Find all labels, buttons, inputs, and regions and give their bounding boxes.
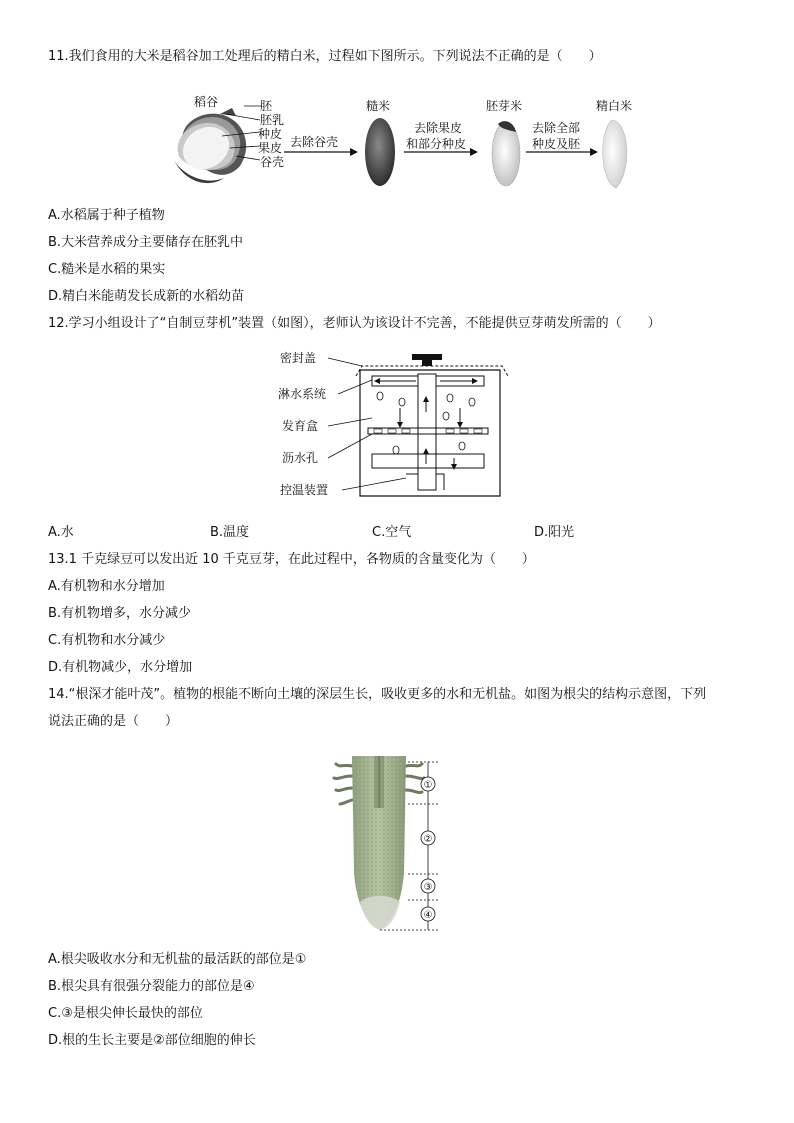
label-zone-2: ②: [423, 834, 433, 845]
label-step3-line2: 种皮及胚: [532, 137, 581, 151]
label-zone-1: ①: [423, 780, 433, 791]
q14-option-c: C.③是根尖伸长最快的部位: [48, 1006, 203, 1021]
label-step3-line1: 去除全部: [532, 121, 581, 135]
rice-processing-figure: [160, 92, 650, 196]
q12-option-a: A.水: [48, 525, 74, 540]
label-seed-coat: 种皮: [258, 127, 283, 141]
brown-rice-grain: [365, 118, 395, 186]
label-white-rice: 精白米: [596, 99, 633, 113]
white-rice-grain: [603, 120, 627, 188]
q14-stem-line1: 14.“根深才能叶茂”。植物的根能不断向土壤的深层生长，吸收更多的水和无机盐。如图为根尖的结构示意图，下列: [48, 687, 707, 702]
q14-stem-line2: 说法正确的是（ ）: [48, 714, 179, 729]
q11-stem: 11.我们食用的大米是稻谷加工处理后的精白米，过程如下图所示。下列说法不正确的是（ ）: [48, 49, 602, 64]
label-husk: 谷壳: [260, 155, 285, 169]
root-tip-figure: [330, 752, 450, 936]
q13-option-c: C.有机物和水分减少: [48, 633, 166, 648]
q12-option-d: D.阳光: [534, 525, 575, 540]
q13-option-a: A.有机物和水分增加: [48, 579, 165, 594]
q11-option-c: C.糙米是水稻的果实: [48, 262, 166, 277]
label-drain-holes: 沥水孔: [282, 451, 319, 465]
q11-option-b: B.大米营养成分主要储存在胚乳中: [48, 235, 244, 250]
q13-option-b: B.有机物增多，水分减少: [48, 606, 192, 621]
label-step2-line2: 和部分种皮: [406, 137, 467, 151]
label-rice-grain: 稻谷: [194, 95, 219, 109]
label-brown-rice: 糙米: [366, 99, 391, 113]
label-temp-control: 控温装置: [280, 483, 329, 497]
label-zone-3: ③: [423, 882, 433, 893]
label-endosperm: 胚乳: [260, 113, 285, 127]
q11-option-d: D.精白米能萌发长成新的水稻幼苗: [48, 289, 245, 304]
label-growth-box: 发育盒: [282, 419, 319, 433]
q12-stem: 12.学习小组设计了“自制豆芽机”装置（如图），老师认为该设计不完善，不能提供豆芽萌发所需的（ ）: [48, 316, 661, 331]
label-sprinkler: 淋水系统: [278, 387, 327, 401]
rice-grain-diagram: [174, 106, 262, 183]
q13-stem: 13.1 千克绿豆可以发出近 10 千克豆芽，在此过程中，各物质的含量变化为（ ）: [48, 552, 535, 567]
label-sealed-lid: 密封盖: [280, 351, 317, 365]
label-zone-4: ④: [423, 910, 433, 921]
label-germ-rice: 胚芽米: [486, 99, 523, 113]
q14-option-a: A.根尖吸收水分和无机盐的最活跃的部位是①: [48, 952, 307, 967]
label-embryo: 胚: [260, 99, 273, 113]
bean-sprout-machine-figure: [276, 346, 516, 506]
q12-option-c: C.空气: [372, 525, 412, 540]
label-step1: 去除谷壳: [290, 135, 339, 149]
q12-option-b: B.温度: [210, 525, 250, 540]
label-pericarp: 果皮: [258, 141, 283, 155]
q14-option-d: D.根的生长主要是②部位细胞的伸长: [48, 1033, 256, 1048]
q14-option-b: B.根尖具有很强分裂能力的部位是④: [48, 979, 255, 994]
q13-option-d: D.有机物减少，水分增加: [48, 660, 193, 675]
label-step2-line1: 去除果皮: [414, 121, 463, 135]
q11-option-a: A.水稻属于种子植物: [48, 208, 165, 223]
